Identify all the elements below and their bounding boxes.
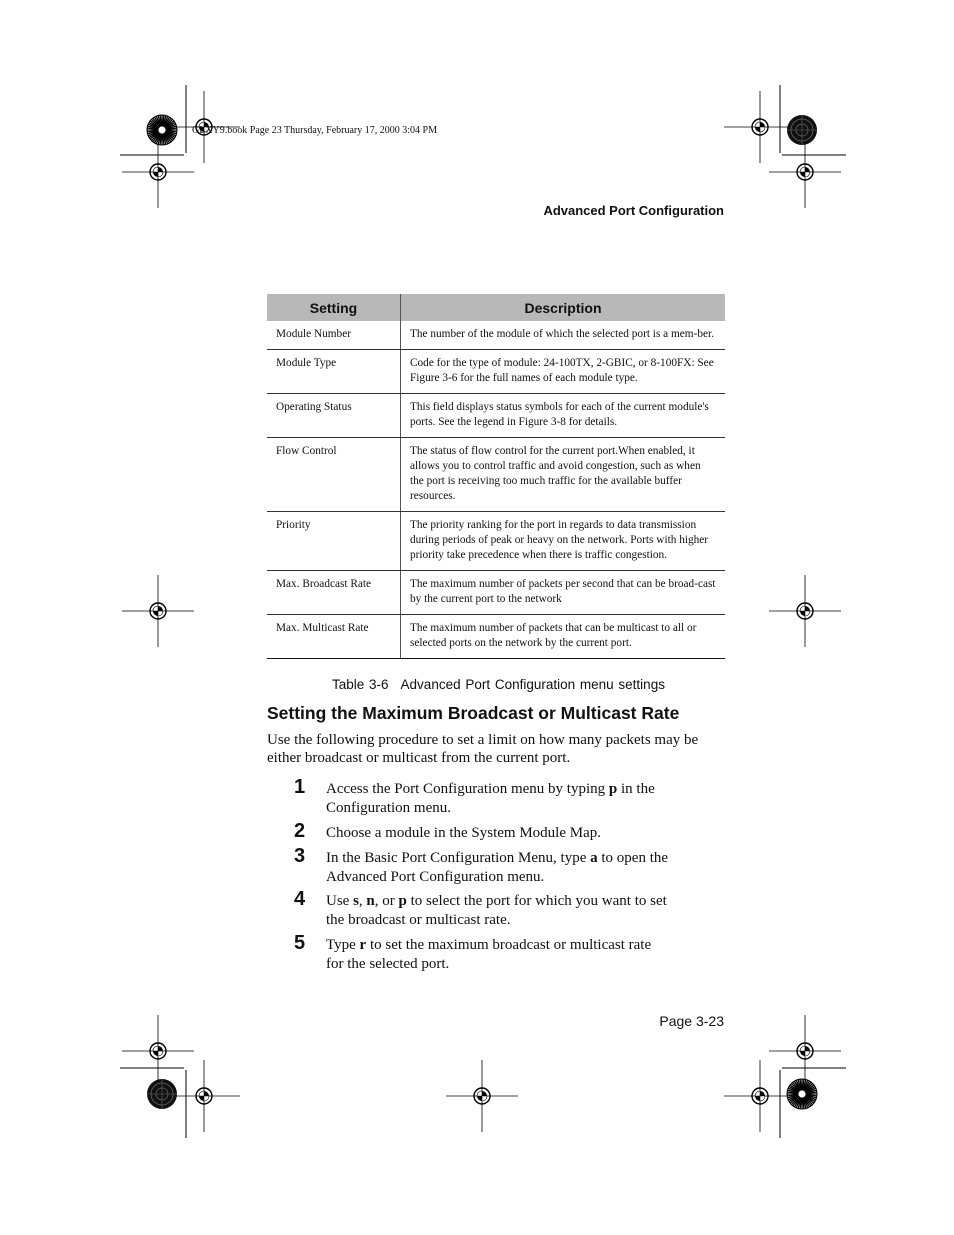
intro-paragraph: Use the following procedure to set a limit on how many packets may be either broadcast or multicast from the current port.: [267, 732, 699, 766]
setting-cell: Module Number: [267, 321, 401, 350]
step-key: p: [398, 893, 407, 909]
column-header-setting: Setting: [267, 294, 401, 321]
table-row: [267, 571, 725, 615]
step-text: [326, 780, 671, 817]
step-text-part: to select the port for which you want to set the broadcast or multicast rate.: [326, 893, 667, 928]
setting-cell: Max. Multicast Rate: [267, 615, 401, 659]
description-cell: The priority ranking for the port in regards to data transmission during periods of peak or heavy on the network. Ports with higher priority take precedence when there is traffic congestion.: [401, 512, 726, 571]
step-text-part: to open the Advanced Port Configuration menu.: [326, 850, 669, 885]
table-row: [267, 321, 725, 350]
setting-cell: Module Type: [267, 350, 401, 394]
column-header-description: Description: [401, 294, 726, 321]
step-key: r: [359, 937, 367, 953]
description-cell: The status of flow control for the current port.When enabled, it allows you to control traffic and avoid congestion, such as when the port is receiving too much traffic for the available buffer resources.: [401, 438, 726, 512]
step-key: a: [590, 850, 598, 866]
table-row: [267, 512, 725, 571]
step-number: 5: [294, 932, 306, 954]
description-cell: Code for the type of module: 24-100TX, 2-GBIC, or 8-100FX: See Figure 3-6 for the full names of each module type.: [401, 350, 726, 394]
step-number: 3: [294, 845, 306, 867]
step-text: [326, 849, 671, 886]
table-row: [267, 394, 725, 438]
description-cell: The maximum number of packets that can be multicast to all or selected ports on the network by the current port.: [401, 615, 726, 659]
description-cell: This field displays status symbols for each of the current module's ports. See the legend in Figure 3-8 for details.: [401, 394, 726, 438]
step-text: [326, 824, 671, 843]
table-caption-text: Advanced Port Configuration menu settings: [400, 677, 665, 692]
description-cell: The maximum number of packets per second that can be broad-cast by the current port to the network: [401, 571, 726, 615]
book-header: GLXY9.book Page 23 Thursday, February 17, 2000 3:04 PM: [192, 125, 437, 136]
table-caption-number: Table 3-6: [332, 677, 389, 692]
table-row: [267, 615, 725, 659]
step-text-part: in the Configuration menu.: [326, 781, 655, 816]
step-number: 4: [294, 888, 306, 910]
section-title: Setting the Maximum Broadcast or Multicast Rate: [267, 703, 680, 723]
settings-table: [267, 294, 725, 659]
step-text-part: Access the Port Configuration menu by typing: [326, 781, 609, 797]
step-text-part: Choose a module in the System Module Map.: [326, 825, 601, 841]
step-key: n: [366, 893, 375, 909]
step-text-part: , or: [374, 893, 399, 909]
running-head: Advanced Port Configuration: [543, 203, 724, 218]
page-number: Page 3-23: [659, 1013, 724, 1029]
description-cell: The number of the module of which the selected port is a mem-ber.: [401, 321, 726, 350]
step-text: [326, 892, 671, 929]
step-key: p: [608, 781, 618, 797]
table-row: [267, 350, 725, 394]
step-text-part: In the Basic Port Configuration Menu, type: [326, 850, 591, 866]
step-text-part: Use: [326, 893, 354, 909]
step-text-part: to set the maximum broadcast or multicast rate for the selected port.: [326, 937, 652, 972]
step-key: s: [353, 893, 359, 909]
step-text-part: ,: [358, 893, 367, 909]
setting-cell: Flow Control: [267, 438, 401, 512]
setting-cell: Priority: [267, 512, 401, 571]
step-number: 2: [294, 820, 306, 842]
table-row: [267, 438, 725, 512]
table-header-row: [267, 294, 725, 321]
setting-cell: Operating Status: [267, 394, 401, 438]
step-text: [326, 936, 671, 973]
step-number: 1: [294, 776, 306, 798]
step-text-part: Type: [326, 937, 360, 953]
setting-cell: Max. Broadcast Rate: [267, 571, 401, 615]
table-caption: [332, 677, 665, 692]
